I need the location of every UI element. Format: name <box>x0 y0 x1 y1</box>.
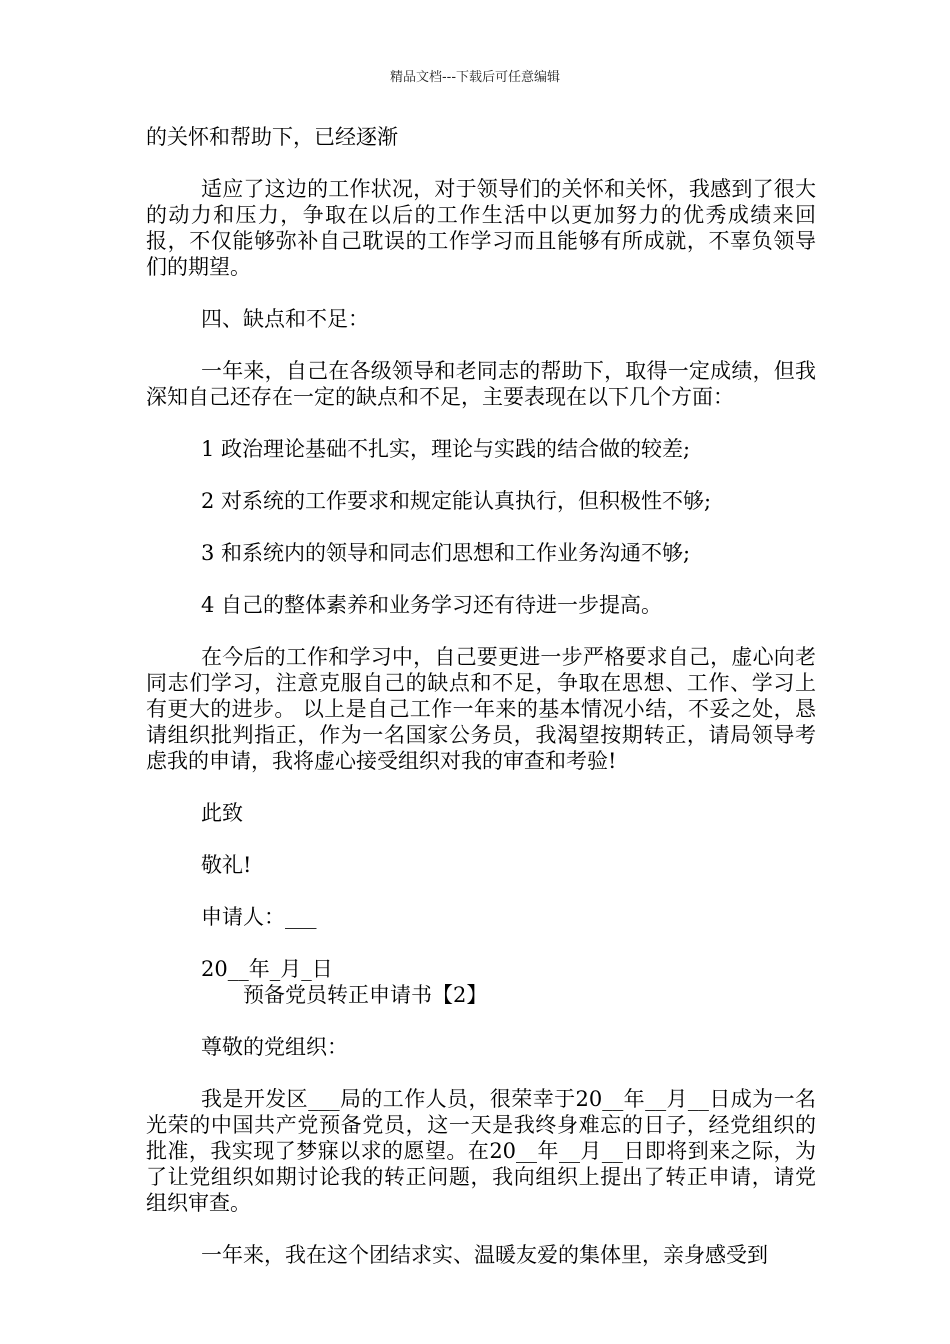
closing-jingli: 敬礼! <box>201 853 252 877</box>
page-header: 精品文档---下载后可任意编辑 <box>389 70 561 85</box>
salutation: 尊敬的党组织： <box>201 1035 348 1059</box>
paragraph-year-collective: 一年来，我在这个团结求实、温暖友爱的集体里，亲身感受到 <box>201 1243 768 1267</box>
date-line: 20__年_月_日 <box>201 957 333 981</box>
section-heading-shortcomings: 四、缺点和不足： <box>201 307 369 331</box>
list-item-2: 2 对系统的工作要求和规定能认真执行，但积极性不够; <box>201 489 712 513</box>
list-item-1: 1 政治理论基础不扎实，理论与实践的结合做的较差; <box>201 437 691 461</box>
document-title: 预备党员转正申请书【2】 <box>243 983 488 1007</box>
list-item-4: 4 自己的整体素养和业务学习还有待进一步提高。 <box>201 593 663 617</box>
applicant-line: 申请人：___ <box>201 905 317 929</box>
closing-cizhi: 此致 <box>201 801 243 825</box>
document-body <box>146 124 816 1268</box>
paragraph-continuation: 的关怀和帮助下，已经逐渐 <box>146 125 398 149</box>
paragraph-year-summary: 一年来，自己在各级领导和老同志的帮助下，取得一定成绩，但我深知自己还存在一定的缺点和不足，主要表现在以下几个方面： <box>146 359 816 409</box>
list-item-3: 3 和系统内的领导和同志们思想和工作业务沟通不够; <box>201 541 691 565</box>
paragraph-future: 在今后的工作和学习中，自己要更进一步严格要求自己，虚心向老同志们学习，注意克服自己的缺点和不足，争取在思想、工作、学习上有更大的进步。 以上是自己工作一年来的基本情况小结，不妥之处，恳请组织批判指正，作为一名国家公务员，我渴望按期转正，请局领导考虑我的申请，我将虚心接受组织对我的审查和考验! <box>146 645 816 773</box>
paragraph-adapt: 适应了这边的工作状况，对于领导们的关怀和关怀，我感到了很大的动力和压力，争取在以后的工作生活中以更加努力的优秀成绩来回报，不仅能够弥补自己耽误的工作学习而且能够有所成就，不辜负领导们的期望。 <box>146 177 816 279</box>
paragraph-intro: 我是开发区___局的工作人员，很荣幸于20__年__月__日成为一名光荣的中国共产党预备党员，这一天是我终身难忘的日子，经党组织的批准，我实现了梦寐以求的愿望。在20__年__月__日即将到来之际，为了让党组织如期讨论我的转正问题，我向组织上提出了转正申请，请党组织审查。 <box>146 1087 816 1215</box>
